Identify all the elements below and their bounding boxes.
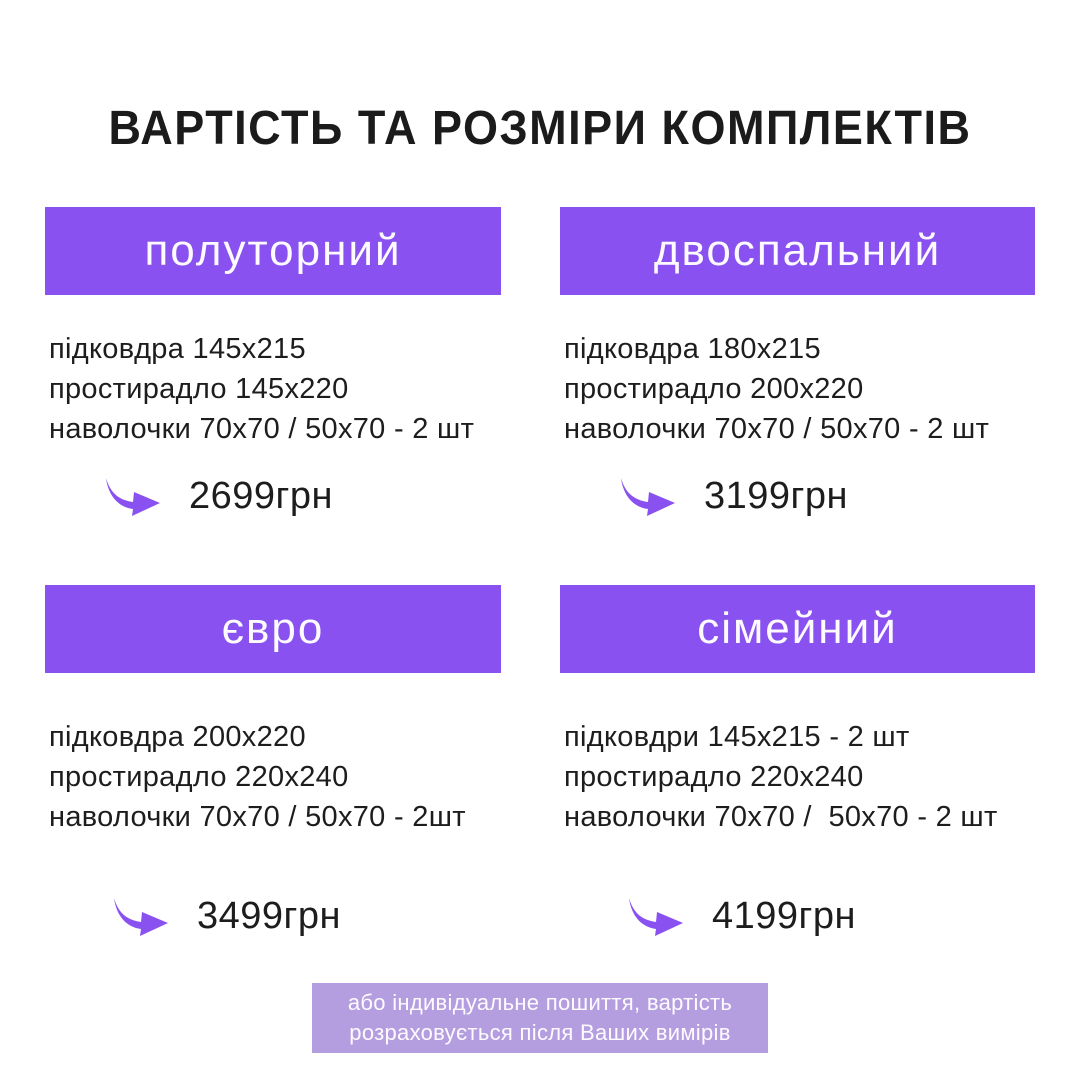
set-card-yevro xyxy=(45,585,501,938)
price-value: 4199грн xyxy=(712,895,857,937)
set-card-simeinyi xyxy=(560,585,1035,938)
curved-arrow-right-icon xyxy=(111,896,171,938)
detail-sheet: простирадло 220х240 xyxy=(49,761,349,793)
price-row xyxy=(45,895,501,938)
detail-pillowcases: наволочки 70х70 / 50х70 - 2шт xyxy=(49,801,466,833)
price-value: 3499грн xyxy=(197,895,342,937)
custom-sewing-note-line2: розраховується після Ваших вимірів xyxy=(349,1020,731,1045)
price-value: 2699грн xyxy=(189,475,334,517)
set-name-banner: полуторний xyxy=(45,207,501,295)
set-name-banner: євро xyxy=(45,585,501,673)
detail-duvet-cover: підковдри 145х215 - 2 шт xyxy=(564,721,910,753)
curved-arrow-right-icon xyxy=(626,896,686,938)
price-row xyxy=(45,475,501,518)
detail-duvet-cover: підковдра 145х215 xyxy=(49,333,306,365)
set-card-polutornyi xyxy=(45,207,501,518)
detail-sheet: простирадло 220х240 xyxy=(564,761,864,793)
detail-sheet: простирадло 145х220 xyxy=(49,373,349,405)
price-row xyxy=(560,895,1035,938)
custom-sewing-note xyxy=(312,983,768,1053)
detail-pillowcases: наволочки 70х70 / 50х70 - 2 шт xyxy=(564,413,990,445)
set-name-banner: двоспальний xyxy=(560,207,1035,295)
set-details xyxy=(560,717,1035,837)
set-card-dvospalnyi xyxy=(560,207,1035,518)
detail-pillowcases: наволочки 70х70 / 50х70 - 2 шт xyxy=(564,801,998,833)
curved-arrow-right-icon xyxy=(103,476,163,518)
page-title: ВАРТІСТЬ ТА РОЗМІРИ КОМПЛЕКТІВ xyxy=(108,100,972,156)
set-details xyxy=(45,329,501,449)
detail-duvet-cover: підковдра 200х220 xyxy=(49,721,306,753)
set-details xyxy=(45,717,501,837)
custom-sewing-note-line1: або індивідуальне пошиття, вартість xyxy=(347,990,733,1015)
detail-duvet-cover: підковдра 180х215 xyxy=(564,333,821,365)
set-name-banner: сімейний xyxy=(560,585,1035,673)
set-details xyxy=(560,329,1035,449)
price-value: 3199грн xyxy=(704,475,849,517)
curved-arrow-right-icon xyxy=(618,476,678,518)
detail-pillowcases: наволочки 70х70 / 50х70 - 2 шт xyxy=(49,413,475,445)
detail-sheet: простирадло 200х220 xyxy=(564,373,864,405)
price-row xyxy=(560,475,1035,518)
